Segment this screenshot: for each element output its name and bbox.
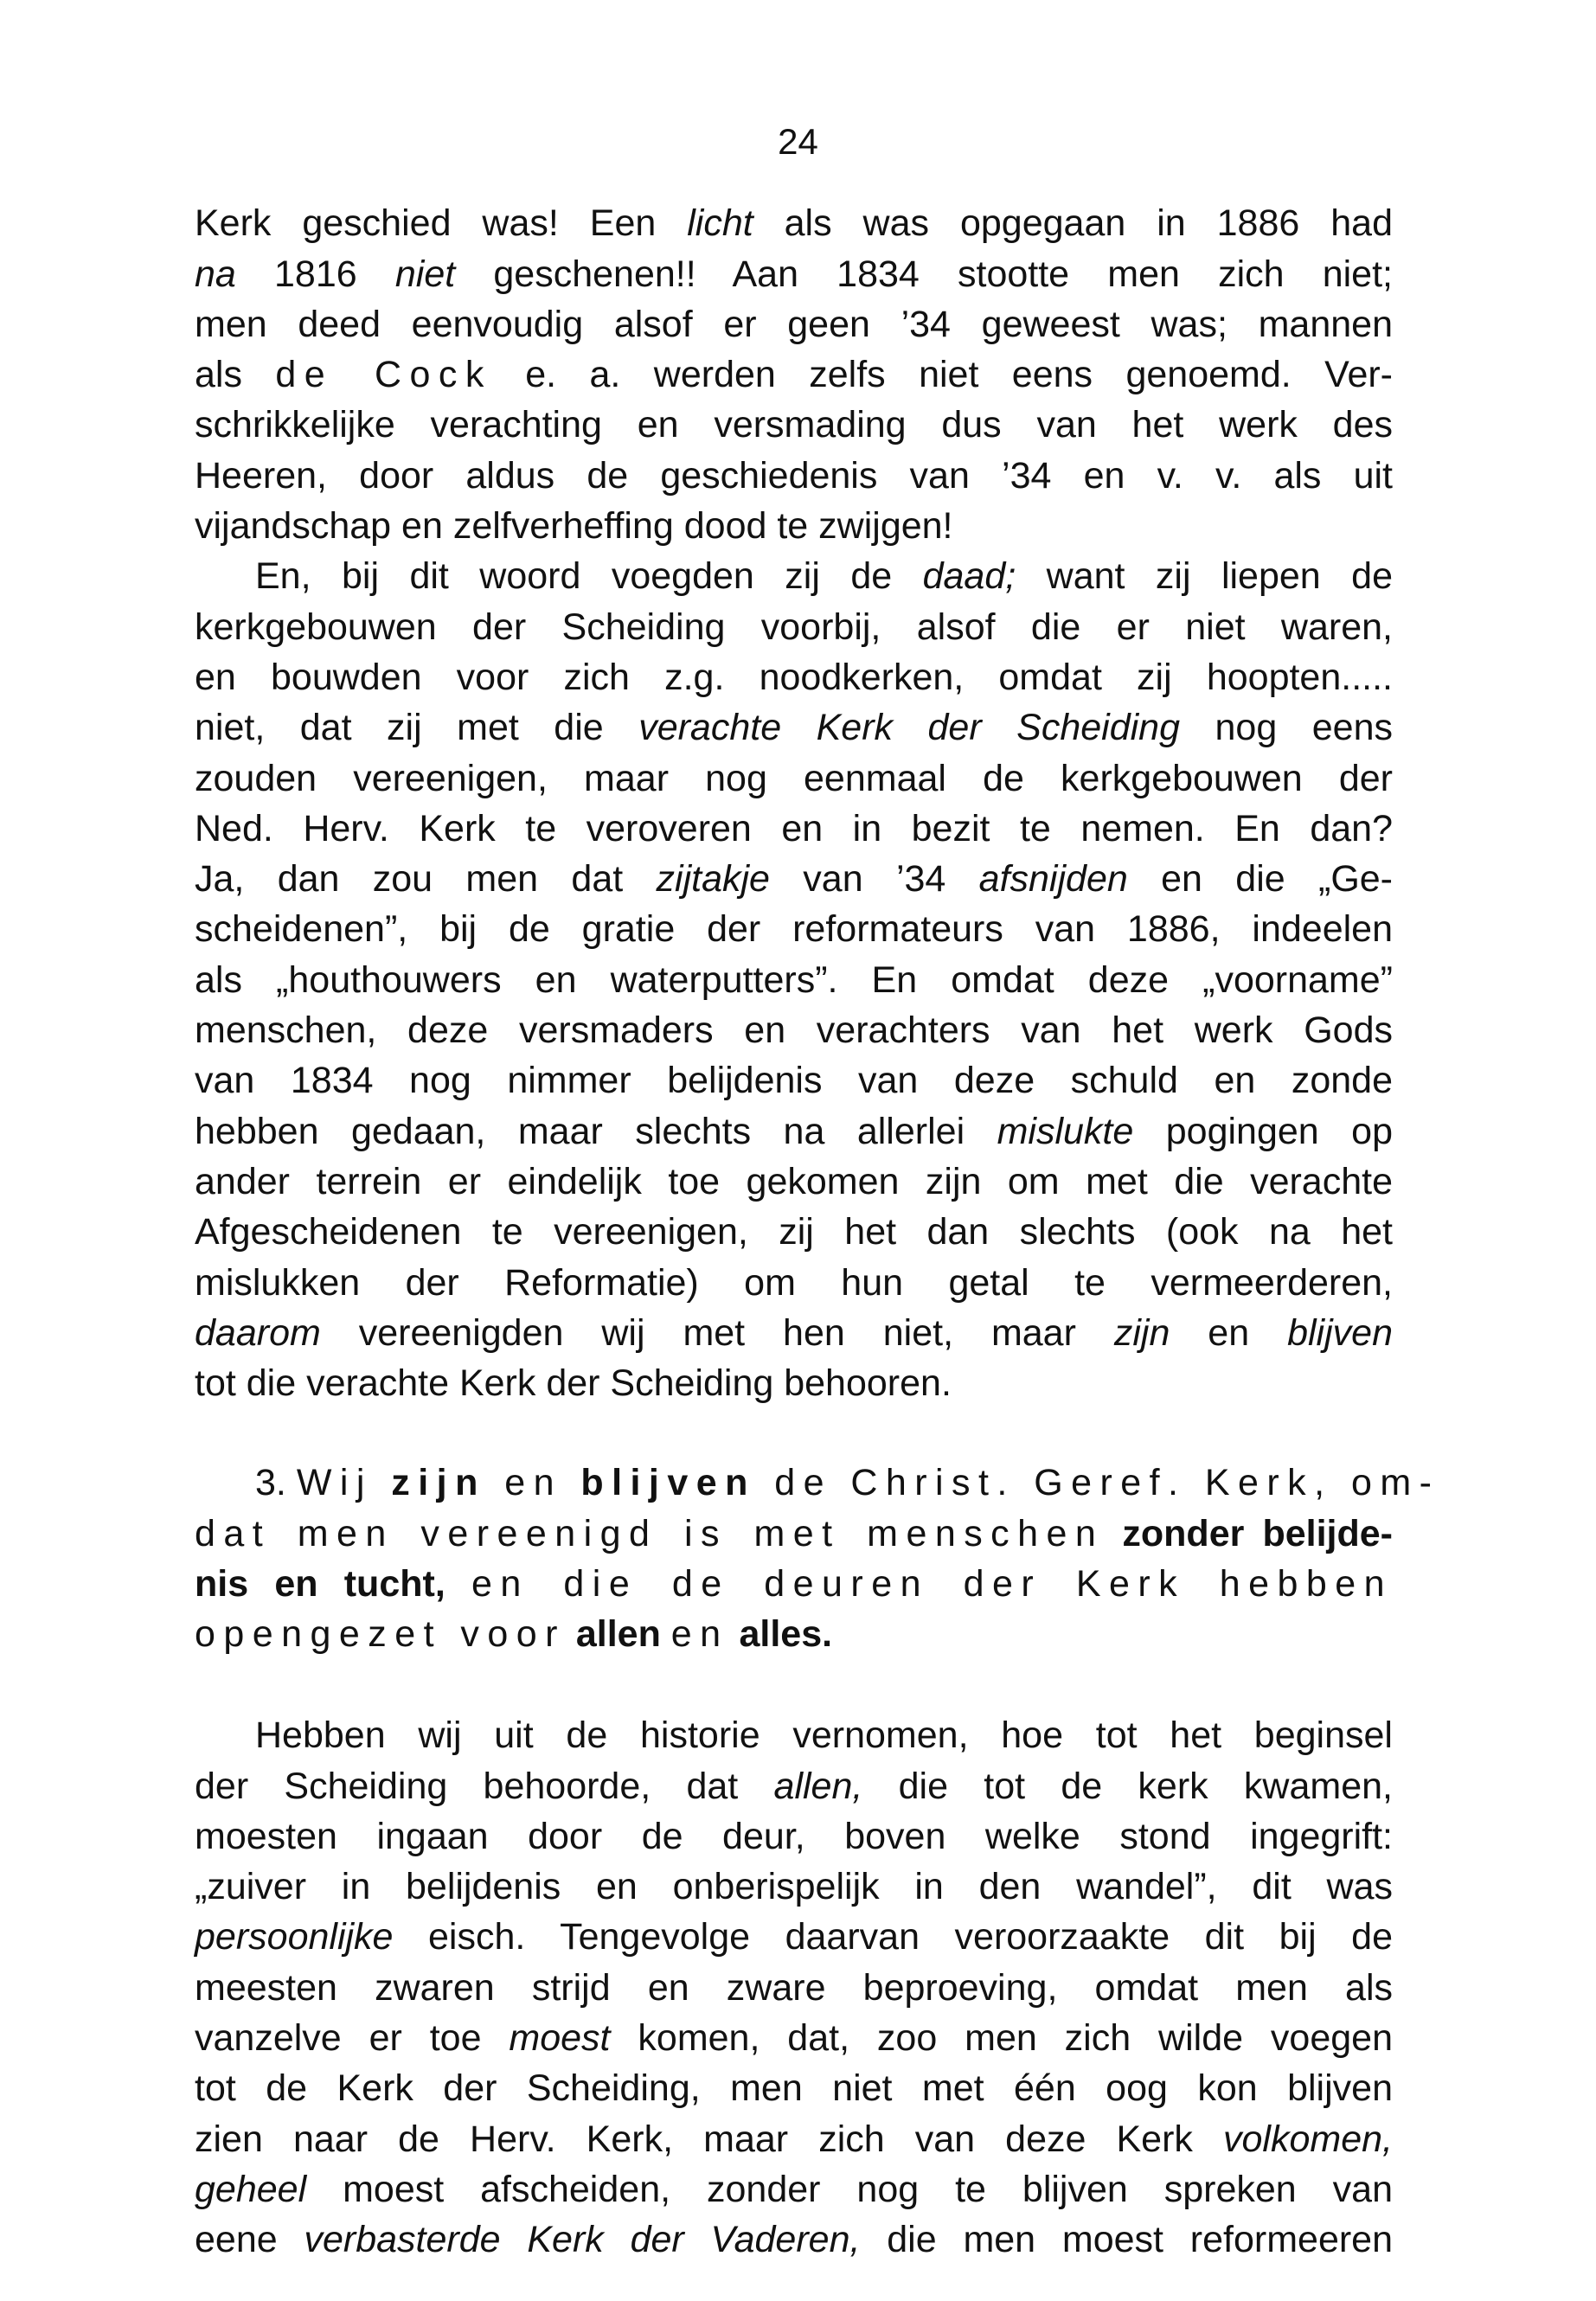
text-line-content: zien naar de Herv. Kerk, maar zich van deze Kerk volkomen, xyxy=(195,2118,1393,2160)
text-line-content: persoonlijke eisch. Tengevolge daarvan veroorzaakte dit bij de xyxy=(195,1916,1393,1958)
text-line xyxy=(195,242,1393,295)
text-line-content: hebben gedaan, maar slechts na allerlei mislukte pogingen op xyxy=(195,1110,1393,1152)
text-line-content: opengezet voor allen en alles. xyxy=(195,1613,833,1656)
text-line xyxy=(195,848,1393,901)
text-line xyxy=(195,747,1393,797)
text-line xyxy=(195,343,1393,394)
text-line-content: en bouwden voor zich z.g. noodkerken, omdat zij hoopten..... xyxy=(195,656,1393,698)
text-line-content: niet, dat zij met die verachte Kerk der Scheiding nog eens xyxy=(195,707,1393,749)
text-line-content: Ja, dan zou men dat zijtakje van ’34 afsnijden en die „Ge- xyxy=(195,858,1393,901)
text-line xyxy=(195,2158,1393,2208)
text-line-content: als „houthouwers en waterputters”. En omdat deze „voorname” xyxy=(195,958,1393,1001)
text-line xyxy=(195,1906,1393,1956)
text-line xyxy=(195,1805,1393,1856)
text-line-content: En, bij dit woord voegden zij de daad; want zij liepen de xyxy=(255,555,1393,598)
text-line xyxy=(195,1099,1393,1150)
text-line-content: ander terrein er eindelijk toe gekomen zijn om met die verachte xyxy=(195,1160,1393,1202)
paragraph-1 xyxy=(195,192,1393,1405)
text-line-content: zouden vereenigen, maar nog eenmaal de kerkgebouwen der xyxy=(195,757,1393,799)
text-line xyxy=(195,1049,1393,1102)
text-line xyxy=(195,1452,1440,1504)
text-line-content: als de Cock e. a. werden zelfs niet eens genoemd. Ver- xyxy=(195,354,1393,396)
text-line-content: „zuiver in belijdenis en onberispelijk in den wandel”, dit was xyxy=(195,1866,1393,1908)
text-line xyxy=(195,495,1393,548)
text-line xyxy=(195,192,1393,245)
text-line-content: vanzelve er toe moest komen, dat, zoo men zich wilde voegen xyxy=(195,2017,1393,2060)
text-line-content: vijandschap en zelfverheffing dood te zwijgen! xyxy=(195,505,953,548)
text-line xyxy=(195,595,1393,648)
text-line-content: 3. Wij zijn en blijven de Christ. Geref. Kerk, om- xyxy=(255,1462,1440,1504)
text-line-content: Ned. Herv. Kerk te veroveren en in bezit te nemen. En dan? xyxy=(195,807,1393,849)
text-line xyxy=(195,1502,1393,1552)
text-line-content: na 1816 niet geschenen!! Aan 1834 stootte men zich niet; xyxy=(195,253,1393,295)
text-line xyxy=(195,948,1393,1001)
text-line-content: kerkgebouwen der Scheiding voorbij, alsof die er niet waren, xyxy=(195,606,1393,648)
text-line-content: eene verbasterde Kerk der Vaderen, die men moest reformeeren xyxy=(195,2219,1394,2261)
text-line-content: menschen, deze versmaders en verachters van het werk Gods xyxy=(195,1009,1393,1052)
text-line-content: meesten zwaren strijd en zware beproeving, omdat men als xyxy=(195,1966,1393,2009)
text-line xyxy=(195,293,1393,343)
text-line-content: van 1834 nog nimmer belijdenis van deze schuld en zonde xyxy=(195,1060,1393,1102)
text-line-content: geheel moest afscheiden, zonder nog te blijven spreken van xyxy=(195,2168,1393,2210)
text-line xyxy=(195,1956,1393,2009)
text-line-content: der Scheiding behoorde, dat allen, die tot de kerk kwamen, xyxy=(195,1765,1393,1807)
paragraph-2-heading xyxy=(195,1452,1440,1656)
text-line-content: men deed eenvoudig alsof er geen ’34 geweest was; mannen xyxy=(195,303,1393,345)
text-line-content: Afgescheidenen te vereenigen, zij het dan slechts (ook na het xyxy=(195,1211,1393,1253)
text-line-content: dat men vereenigd is met menschen zonder belijde- xyxy=(195,1512,1393,1554)
text-line-content: schrikkelijke verachting en versmading dus van het werk des xyxy=(195,404,1393,446)
text-line xyxy=(195,2057,1393,2110)
text-line xyxy=(195,2107,1393,2160)
text-line xyxy=(195,898,1393,951)
text-line xyxy=(195,1201,1393,1251)
text-line xyxy=(195,1251,1393,1304)
text-line xyxy=(195,2208,1393,2259)
text-line-content: moesten ingaan door de deur, boven welke stond ingegrift: xyxy=(195,1815,1393,1857)
text-line xyxy=(195,646,1393,696)
text-line xyxy=(195,999,1393,1052)
text-line-content: tot die verachte Kerk der Scheiding behooren. xyxy=(195,1362,952,1405)
text-line-content: scheidenen”, bij de gratie der reformateurs van 1886, indeelen xyxy=(195,908,1393,951)
text-line xyxy=(195,1553,1393,1603)
text-line xyxy=(195,1352,1393,1405)
text-line xyxy=(195,1150,1393,1201)
page-number: 24 xyxy=(778,121,818,162)
text-line-content: tot de Kerk der Scheiding, men niet met één oog kon blijven xyxy=(195,2067,1393,2110)
text-line-content: Kerk geschied was! Een licht als was opgegaan in 1886 had xyxy=(195,202,1393,245)
text-line xyxy=(195,545,1393,598)
text-line-content: mislukken der Reformatie) om hun getal te vermeerderen, xyxy=(195,1261,1393,1304)
text-line-content: Hebben wij uit de historie vernomen, hoe tot het beginsel xyxy=(255,1715,1393,1757)
text-line-content: daarom vereenigden wij met hen niet, maar zijn en blijven xyxy=(195,1311,1393,1354)
paragraph-3 xyxy=(195,1704,1393,2259)
text-line xyxy=(195,1603,1393,1656)
text-line xyxy=(195,798,1393,848)
text-line xyxy=(195,444,1393,497)
text-line xyxy=(195,1754,1393,1807)
text-line xyxy=(195,1704,1393,1757)
text-line-content: Heeren, door aldus de geschiedenis van ’34 en v. v. als uit xyxy=(195,454,1393,497)
text-line xyxy=(195,1856,1393,1906)
text-line xyxy=(195,2007,1393,2060)
text-line-content: nis en tucht, en die de deuren der Kerk hebben xyxy=(195,1562,1393,1605)
text-line xyxy=(195,394,1393,444)
text-line xyxy=(195,1302,1393,1352)
text-line xyxy=(195,696,1393,747)
